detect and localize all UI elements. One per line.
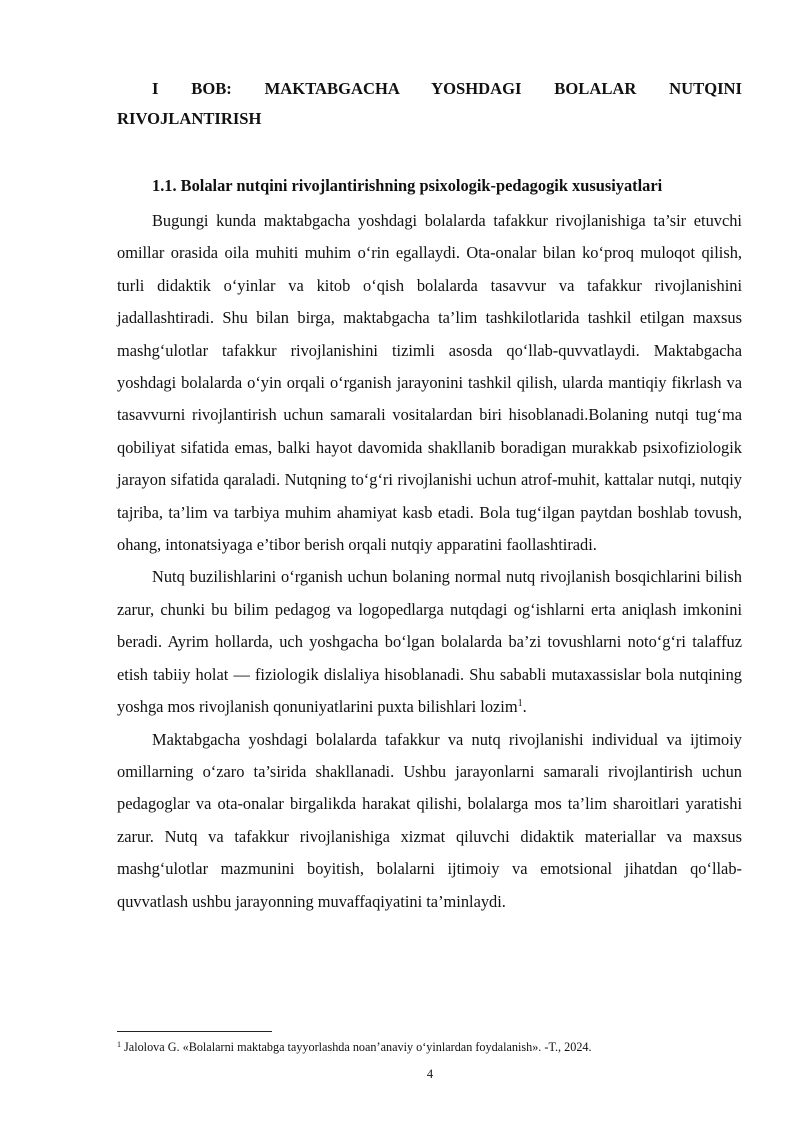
- paragraph-2: [117, 561, 742, 723]
- paragraph-2-text: Nutq buzilishlarini o‘rganish uchun bolaning normal nutq rivojlanish bosqichlarini bilish zarur, chunki bu bilim pedagog va logopedlarga nutqdagi og‘ishlarni erta aniqlash imkonini beradi. Ayrim hollarda, uch yoshgacha bo‘lgan bolalarda ba’zi tovushlarni noto‘g‘ri talaffuz etish tabiiy holat — fiziologik dislaliya hisoblanadi. Shu sababli mutaxassislar bola nutqining yoshga mos rivojlanish qonuniyatlarini puxta bilishlari lozim: [117, 567, 742, 717]
- chapter-title-line-2: RIVOJLANTIRISH: [117, 108, 262, 128]
- paragraph-2-end: .: [522, 697, 527, 717]
- footnote-reference[interactable]: 1: [517, 698, 523, 710]
- footnote-marker: 1: [117, 1040, 121, 1049]
- chapter-title-line-1: I BOB: MAKTABGACHA YOSHDAGI BOLALAR NUTQINI: [152, 79, 742, 98]
- section-title: 1.1. Bolalar nutqini rivojlantirishning psixologik-pedagogik xususiyatlari: [152, 176, 663, 195]
- chapter-title: [117, 74, 742, 133]
- body-text: [117, 205, 742, 918]
- footnote: [117, 1039, 742, 1055]
- footnote-separator: [117, 1031, 272, 1032]
- footnote-text: Jalolova G. «Bolalarni maktabga tayyorlashda noan’anaviy o‘yinlardan foydalanish». -T., 2024.: [121, 1040, 592, 1054]
- page-number: 4: [426, 1067, 434, 1081]
- paragraph-1: Bugungi kunda maktabgacha yoshdagi bolalarda tafakkur rivojlanishiga ta’sir etuvchi omillar orasida oila muhiti muhim o‘rin egallaydi. Ota-onalar bilan ko‘proq muloqot qilish, turli didaktik o‘yinlar va kitob o‘qish bolalarda tasavvur va tafakkur rivojlanishini jadallashtiradi. Shu bilan birga, maktabgacha ta’lim tashkilotlarida tashkil etilgan maxsus mashg‘ulotlar tafakkur rivojlanishini tizimli asosda qo‘llab-quvvatlaydi. Maktabgacha yoshdagi bolalarda o‘yin orqali o‘rganish jarayonini tashkil qilish, ularda mantiqiy fikrlash va tasavvurni rivojlantirish uchun samarali vositalardan biri hisoblanadi.Bolaning nutqi tug‘ma qobiliyat sifatida emas, balki hayot davomida shakllanib boradigan murakkab psixofiziologik jarayon sifatida qaraladi. Nutqning to‘g‘ri rivojlanishi uchun atrof-muhit, kattalar nutqi, nutqiy tajriba, ta’lim va tarbiya muhim ahamiyat kasb etadi. Bola tug‘ilgan paytdan boshlab tovush, ohang, intonatsiyaga e’tibor berish orqali nutqiy apparatini faollashtiradi.: [117, 211, 742, 555]
- paragraph-3: Maktabgacha yoshdagi bolalarda tafakkur va nutq rivojlanishi individual va ijtimoiy omillarning o‘zaro ta’sirida shakllanadi. Ushbu jarayonlarni samarali rivojlantirish uchun pedagoglar va ota-onalar birgalikda harakat qilishi, bolalarga mos ta’lim sharoitlari yaratishi zarur. Nutq va tafakkur rivojlanishiga xizmat qiluvchi didaktik materiallar va maxsus mashg‘ulotlar mazmunini boyitish, bolalarni ijtimoiy va emotsional jihatdan qo‘llab-quvvatlash ushbu jarayonning muvaffaqiyatini ta’minlaydi.: [117, 729, 742, 911]
